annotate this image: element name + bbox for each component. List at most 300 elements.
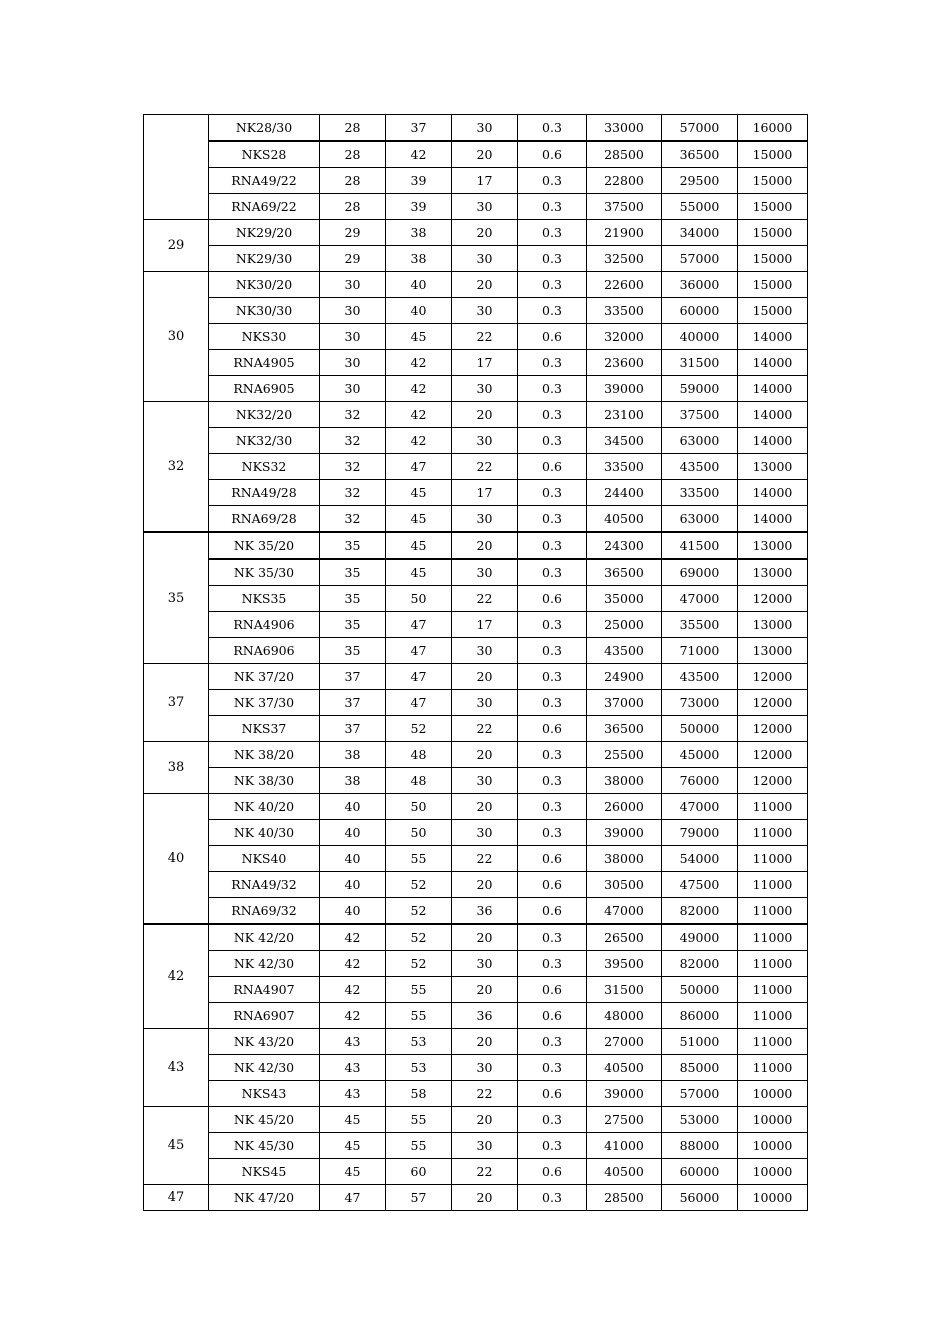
value-cell: 0.3 [518, 742, 587, 768]
table-row [144, 350, 808, 376]
value-cell: 57000 [662, 115, 738, 142]
value-cell: 82000 [662, 951, 738, 977]
value-cell: 59000 [662, 376, 738, 402]
value-cell: 13000 [738, 638, 808, 664]
value-cell: 52 [386, 951, 452, 977]
model-cell: RNA49/22 [209, 168, 320, 194]
value-cell: 10000 [738, 1107, 808, 1133]
value-cell: 37500 [662, 402, 738, 428]
value-cell: 38 [320, 768, 386, 794]
group-diameter-cell: 37 [144, 664, 209, 742]
value-cell: 41000 [587, 1133, 662, 1159]
value-cell: 40000 [662, 324, 738, 350]
value-cell: 15000 [738, 246, 808, 272]
group-diameter-cell: 35 [144, 532, 209, 664]
model-cell: NK30/20 [209, 272, 320, 298]
value-cell: 11000 [738, 1029, 808, 1055]
value-cell: 15000 [738, 272, 808, 298]
value-cell: 0.3 [518, 168, 587, 194]
value-cell: 14000 [738, 506, 808, 533]
value-cell: 20 [452, 794, 518, 820]
value-cell: 47 [386, 690, 452, 716]
value-cell: 11000 [738, 820, 808, 846]
table-row [144, 559, 808, 586]
model-cell: RNA4907 [209, 977, 320, 1003]
value-cell: 22 [452, 846, 518, 872]
value-cell: 42 [386, 402, 452, 428]
value-cell: 28 [320, 168, 386, 194]
value-cell: 52 [386, 898, 452, 925]
value-cell: 43 [320, 1081, 386, 1107]
value-cell: 40 [320, 898, 386, 925]
value-cell: 69000 [662, 559, 738, 586]
value-cell: 40 [386, 272, 452, 298]
value-cell: 39 [386, 194, 452, 220]
value-cell: 40500 [587, 1159, 662, 1185]
value-cell: 55 [386, 1107, 452, 1133]
value-cell: 52 [386, 872, 452, 898]
model-cell: RNA49/28 [209, 480, 320, 506]
model-cell: NK 45/30 [209, 1133, 320, 1159]
value-cell: 30 [452, 298, 518, 324]
value-cell: 47000 [587, 898, 662, 925]
value-cell: 76000 [662, 768, 738, 794]
group-diameter-cell: 29 [144, 220, 209, 272]
value-cell: 20 [452, 664, 518, 690]
value-cell: 22 [452, 1159, 518, 1185]
table-row [144, 454, 808, 480]
table-row [144, 951, 808, 977]
value-cell: 55 [386, 977, 452, 1003]
value-cell: 50 [386, 820, 452, 846]
value-cell: 42 [386, 350, 452, 376]
value-cell: 0.3 [518, 638, 587, 664]
value-cell: 63000 [662, 506, 738, 533]
value-cell: 33000 [587, 115, 662, 142]
value-cell: 45 [386, 324, 452, 350]
value-cell: 50 [386, 794, 452, 820]
value-cell: 23100 [587, 402, 662, 428]
value-cell: 28500 [587, 1185, 662, 1211]
model-cell: NKS35 [209, 586, 320, 612]
value-cell: 43500 [587, 638, 662, 664]
value-cell: 45 [320, 1159, 386, 1185]
value-cell: 32 [320, 454, 386, 480]
value-cell: 20 [452, 1029, 518, 1055]
table-row [144, 220, 808, 246]
value-cell: 11000 [738, 794, 808, 820]
value-cell: 17 [452, 168, 518, 194]
value-cell: 30 [452, 768, 518, 794]
bearing-spec-table [143, 114, 808, 1211]
value-cell: 27500 [587, 1107, 662, 1133]
value-cell: 39500 [587, 951, 662, 977]
value-cell: 0.3 [518, 1107, 587, 1133]
value-cell: 45 [386, 480, 452, 506]
group-diameter-cell: 43 [144, 1029, 209, 1107]
value-cell: 22600 [587, 272, 662, 298]
value-cell: 30 [452, 559, 518, 586]
table-row [144, 716, 808, 742]
value-cell: 63000 [662, 428, 738, 454]
value-cell: 15000 [738, 141, 808, 168]
value-cell: 15000 [738, 194, 808, 220]
value-cell: 38000 [587, 768, 662, 794]
value-cell: 32 [320, 506, 386, 533]
value-cell: 22 [452, 454, 518, 480]
table-row [144, 1159, 808, 1185]
value-cell: 0.3 [518, 115, 587, 142]
model-cell: NKS43 [209, 1081, 320, 1107]
group-diameter-cell: 32 [144, 402, 209, 533]
table-row [144, 794, 808, 820]
table-row [144, 141, 808, 168]
model-cell: RNA6906 [209, 638, 320, 664]
value-cell: 0.3 [518, 924, 587, 951]
value-cell: 20 [452, 1185, 518, 1211]
model-cell: NK 35/30 [209, 559, 320, 586]
value-cell: 0.3 [518, 794, 587, 820]
value-cell: 14000 [738, 428, 808, 454]
value-cell: 0.3 [518, 194, 587, 220]
group-diameter-cell: 42 [144, 924, 209, 1029]
value-cell: 79000 [662, 820, 738, 846]
model-cell: NK28/30 [209, 115, 320, 142]
value-cell: 37 [320, 664, 386, 690]
value-cell: 15000 [738, 168, 808, 194]
model-cell: NK 40/30 [209, 820, 320, 846]
value-cell: 45 [320, 1107, 386, 1133]
value-cell: 43500 [662, 664, 738, 690]
model-cell: NK 35/20 [209, 532, 320, 559]
value-cell: 40 [320, 872, 386, 898]
model-cell: NKS32 [209, 454, 320, 480]
value-cell: 12000 [738, 742, 808, 768]
table-row [144, 428, 808, 454]
value-cell: 39000 [587, 820, 662, 846]
value-cell: 0.3 [518, 559, 587, 586]
value-cell: 0.6 [518, 1159, 587, 1185]
value-cell: 32 [320, 402, 386, 428]
value-cell: 0.3 [518, 376, 587, 402]
value-cell: 33500 [587, 454, 662, 480]
value-cell: 14000 [738, 350, 808, 376]
value-cell: 45 [386, 506, 452, 533]
value-cell: 0.6 [518, 586, 587, 612]
value-cell: 14000 [738, 324, 808, 350]
model-cell: RNA49/32 [209, 872, 320, 898]
value-cell: 55 [386, 846, 452, 872]
model-cell: RNA6905 [209, 376, 320, 402]
value-cell: 35 [320, 559, 386, 586]
value-cell: 30 [452, 1055, 518, 1081]
value-cell: 24400 [587, 480, 662, 506]
value-cell: 13000 [738, 559, 808, 586]
value-cell: 0.3 [518, 820, 587, 846]
value-cell: 47000 [662, 794, 738, 820]
value-cell: 22800 [587, 168, 662, 194]
table-row [144, 690, 808, 716]
value-cell: 20 [452, 742, 518, 768]
value-cell: 27000 [587, 1029, 662, 1055]
value-cell: 30 [320, 272, 386, 298]
value-cell: 36 [452, 1003, 518, 1029]
table-row [144, 1133, 808, 1159]
value-cell: 73000 [662, 690, 738, 716]
model-cell: NK 37/20 [209, 664, 320, 690]
value-cell: 11000 [738, 846, 808, 872]
value-cell: 30 [452, 506, 518, 533]
value-cell: 40 [386, 298, 452, 324]
value-cell: 14000 [738, 376, 808, 402]
group-diameter-cell: 40 [144, 794, 209, 925]
value-cell: 0.3 [518, 298, 587, 324]
value-cell: 45 [320, 1133, 386, 1159]
value-cell: 38000 [587, 846, 662, 872]
model-cell: NK 42/20 [209, 924, 320, 951]
table-body [144, 115, 808, 1211]
value-cell: 0.3 [518, 1029, 587, 1055]
model-cell: NKS30 [209, 324, 320, 350]
value-cell: 45 [386, 532, 452, 559]
value-cell: 57 [386, 1185, 452, 1211]
value-cell: 14000 [738, 480, 808, 506]
value-cell: 43 [320, 1029, 386, 1055]
value-cell: 31500 [587, 977, 662, 1003]
value-cell: 20 [452, 1107, 518, 1133]
value-cell: 11000 [738, 1003, 808, 1029]
value-cell: 30 [452, 194, 518, 220]
value-cell: 20 [452, 532, 518, 559]
value-cell: 56000 [662, 1185, 738, 1211]
value-cell: 13000 [738, 454, 808, 480]
value-cell: 25000 [587, 612, 662, 638]
model-cell: NK 47/20 [209, 1185, 320, 1211]
value-cell: 0.6 [518, 898, 587, 925]
table-row [144, 246, 808, 272]
value-cell: 30 [452, 115, 518, 142]
value-cell: 40 [320, 794, 386, 820]
value-cell: 0.6 [518, 141, 587, 168]
value-cell: 0.6 [518, 1081, 587, 1107]
value-cell: 30500 [587, 872, 662, 898]
table-row [144, 638, 808, 664]
model-cell: NKS40 [209, 846, 320, 872]
value-cell: 0.3 [518, 1185, 587, 1211]
value-cell: 57000 [662, 246, 738, 272]
value-cell: 82000 [662, 898, 738, 925]
model-cell: NK 40/20 [209, 794, 320, 820]
value-cell: 0.6 [518, 872, 587, 898]
model-cell: NK30/30 [209, 298, 320, 324]
value-cell: 17 [452, 350, 518, 376]
value-cell: 50000 [662, 977, 738, 1003]
value-cell: 12000 [738, 716, 808, 742]
value-cell: 36 [452, 898, 518, 925]
value-cell: 38 [386, 220, 452, 246]
model-cell: NKS37 [209, 716, 320, 742]
value-cell: 31500 [662, 350, 738, 376]
value-cell: 30 [452, 428, 518, 454]
value-cell: 0.6 [518, 846, 587, 872]
value-cell: 11000 [738, 924, 808, 951]
value-cell: 50 [386, 586, 452, 612]
model-cell: NK 37/30 [209, 690, 320, 716]
value-cell: 0.3 [518, 1133, 587, 1159]
value-cell: 58 [386, 1081, 452, 1107]
table-row [144, 1081, 808, 1107]
value-cell: 41500 [662, 532, 738, 559]
value-cell: 20 [452, 402, 518, 428]
table-row [144, 768, 808, 794]
value-cell: 0.3 [518, 612, 587, 638]
value-cell: 43 [320, 1055, 386, 1081]
value-cell: 47 [386, 612, 452, 638]
value-cell: 48000 [587, 1003, 662, 1029]
value-cell: 29500 [662, 168, 738, 194]
value-cell: 42 [320, 977, 386, 1003]
value-cell: 55 [386, 1003, 452, 1029]
model-cell: RNA69/28 [209, 506, 320, 533]
value-cell: 24300 [587, 532, 662, 559]
value-cell: 26500 [587, 924, 662, 951]
table-row [144, 612, 808, 638]
value-cell: 49000 [662, 924, 738, 951]
value-cell: 39 [386, 168, 452, 194]
value-cell: 86000 [662, 1003, 738, 1029]
group-diameter-cell: 30 [144, 272, 209, 402]
value-cell: 36500 [587, 559, 662, 586]
value-cell: 20 [452, 924, 518, 951]
value-cell: 30 [320, 376, 386, 402]
value-cell: 32 [320, 480, 386, 506]
value-cell: 35 [320, 532, 386, 559]
value-cell: 55 [386, 1133, 452, 1159]
value-cell: 11000 [738, 1055, 808, 1081]
value-cell: 30 [452, 638, 518, 664]
value-cell: 0.3 [518, 272, 587, 298]
value-cell: 0.3 [518, 506, 587, 533]
value-cell: 21900 [587, 220, 662, 246]
value-cell: 32 [320, 428, 386, 454]
value-cell: 47000 [662, 586, 738, 612]
value-cell: 13000 [738, 612, 808, 638]
model-cell: RNA4906 [209, 612, 320, 638]
value-cell: 28 [320, 194, 386, 220]
value-cell: 0.3 [518, 246, 587, 272]
model-cell: NK 38/30 [209, 768, 320, 794]
value-cell: 37 [320, 716, 386, 742]
value-cell: 30 [320, 324, 386, 350]
value-cell: 71000 [662, 638, 738, 664]
value-cell: 0.3 [518, 480, 587, 506]
value-cell: 45 [386, 559, 452, 586]
value-cell: 11000 [738, 872, 808, 898]
value-cell: 34500 [587, 428, 662, 454]
value-cell: 15000 [738, 220, 808, 246]
value-cell: 53 [386, 1029, 452, 1055]
value-cell: 53000 [662, 1107, 738, 1133]
value-cell: 30 [452, 246, 518, 272]
model-cell: RNA69/32 [209, 898, 320, 925]
group-diameter-cell [144, 115, 209, 220]
model-cell: NK 45/20 [209, 1107, 320, 1133]
table-row [144, 402, 808, 428]
value-cell: 47 [320, 1185, 386, 1211]
table-row [144, 376, 808, 402]
value-cell: 10000 [738, 1133, 808, 1159]
value-cell: 12000 [738, 768, 808, 794]
value-cell: 17 [452, 612, 518, 638]
value-cell: 0.6 [518, 324, 587, 350]
table-row [144, 742, 808, 768]
model-cell: NK29/20 [209, 220, 320, 246]
value-cell: 36000 [662, 272, 738, 298]
table-row [144, 168, 808, 194]
value-cell: 37 [386, 115, 452, 142]
value-cell: 55000 [662, 194, 738, 220]
value-cell: 35 [320, 586, 386, 612]
value-cell: 0.3 [518, 220, 587, 246]
value-cell: 12000 [738, 690, 808, 716]
group-diameter-cell: 47 [144, 1185, 209, 1211]
table-row [144, 115, 808, 142]
value-cell: 34000 [662, 220, 738, 246]
model-cell: NK 42/30 [209, 951, 320, 977]
model-cell: NK32/30 [209, 428, 320, 454]
value-cell: 32000 [587, 324, 662, 350]
value-cell: 40 [320, 820, 386, 846]
table-row [144, 664, 808, 690]
value-cell: 48 [386, 768, 452, 794]
value-cell: 33500 [662, 480, 738, 506]
value-cell: 35 [320, 638, 386, 664]
value-cell: 13000 [738, 532, 808, 559]
value-cell: 12000 [738, 664, 808, 690]
table-row [144, 898, 808, 925]
value-cell: 35 [320, 612, 386, 638]
value-cell: 37000 [587, 690, 662, 716]
value-cell: 30 [452, 951, 518, 977]
table-row [144, 1055, 808, 1081]
value-cell: 52 [386, 716, 452, 742]
table-row [144, 272, 808, 298]
value-cell: 42 [320, 951, 386, 977]
value-cell: 36500 [662, 141, 738, 168]
value-cell: 15000 [738, 298, 808, 324]
value-cell: 60 [386, 1159, 452, 1185]
value-cell: 28500 [587, 141, 662, 168]
value-cell: 52 [386, 924, 452, 951]
table-row [144, 586, 808, 612]
value-cell: 85000 [662, 1055, 738, 1081]
value-cell: 12000 [738, 586, 808, 612]
value-cell: 30 [452, 690, 518, 716]
value-cell: 0.3 [518, 664, 587, 690]
value-cell: 37 [320, 690, 386, 716]
value-cell: 36500 [587, 716, 662, 742]
table-row [144, 1029, 808, 1055]
table-row [144, 480, 808, 506]
value-cell: 47500 [662, 872, 738, 898]
value-cell: 42 [320, 1003, 386, 1029]
model-cell: NK29/30 [209, 246, 320, 272]
value-cell: 30 [320, 298, 386, 324]
table-row [144, 506, 808, 533]
value-cell: 10000 [738, 1081, 808, 1107]
table-row [144, 532, 808, 559]
value-cell: 20 [452, 141, 518, 168]
